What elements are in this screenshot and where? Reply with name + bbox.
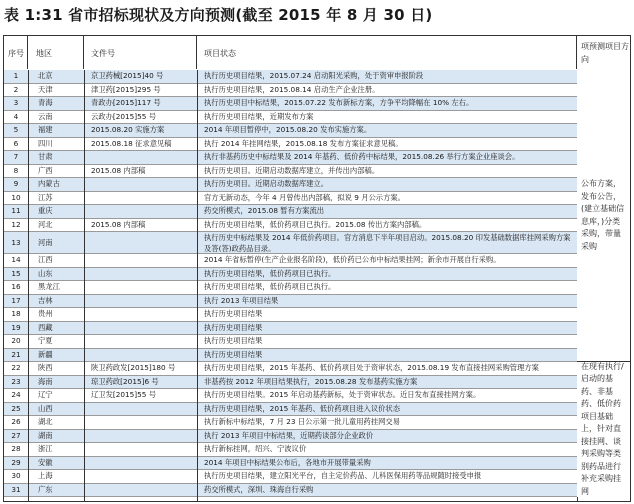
row-doc: 2015.08 内部稿	[91, 219, 146, 229]
row-region: 天津	[38, 84, 53, 94]
row-doc	[84, 430, 197, 443]
row-doc	[84, 470, 197, 483]
row-region: 湖北	[38, 417, 53, 427]
table-row	[4, 219, 577, 233]
header-seq: 序号	[8, 48, 24, 58]
table-row	[4, 254, 577, 268]
row-region: 江西	[38, 255, 53, 265]
row-seq: 25	[11, 403, 21, 413]
row-status: 执行新标挂网，绍兴、宁波议价	[204, 444, 307, 454]
row-seq: 30	[11, 471, 21, 481]
row-seq: 23	[11, 376, 21, 386]
row-seq: 6	[13, 138, 19, 148]
row-region: 内蒙古	[38, 179, 60, 189]
row-region: 宁夏	[38, 336, 53, 346]
row-seq: 7	[13, 152, 19, 162]
row-doc	[84, 254, 197, 267]
row-status: 执行历史项目结果	[204, 336, 263, 346]
row-seq: 18	[11, 309, 21, 319]
row-seq: 19	[11, 322, 21, 332]
header-divider	[196, 35, 197, 69]
table-row	[4, 349, 577, 363]
row-status: 执行历史项目结果，低价药项目已执行。	[204, 282, 336, 292]
row-status: 药交所模式，2015.08 暂有方案流出	[204, 206, 325, 216]
row-doc	[84, 349, 197, 362]
row-status: 2014 年省标暂停(生产企业报名阶段)，低价药已公布中标结果挂网；新余市开展自行采购。	[204, 255, 501, 265]
row-doc	[84, 281, 197, 294]
row-doc: 陕卫药政发[2015]180 号	[91, 363, 176, 373]
table-row	[4, 376, 577, 390]
row-region: 福建	[38, 125, 53, 135]
row-region: 四川	[38, 138, 53, 148]
header-divider	[27, 35, 28, 69]
forecast-group-2: 在现有执行/启动的基药、非基药、低价药项目基础上，针对直接挂网、谈判采购等类别药品进行补充采购挂网	[577, 362, 630, 497]
row-doc	[84, 308, 197, 321]
row-seq: 2	[13, 84, 19, 94]
table-row	[4, 205, 577, 219]
row-seq: 17	[11, 295, 21, 305]
table-row	[4, 443, 577, 457]
header-status: 项目状态	[204, 48, 236, 58]
row-status: 非基药按 2012 年项目结果执行，2015.08.28 发布基药实施方案	[204, 376, 418, 386]
row-doc	[84, 192, 197, 205]
table-row	[4, 151, 577, 165]
table-row	[4, 70, 577, 84]
row-seq: 31	[11, 484, 21, 494]
row-region: 辽宁	[38, 390, 53, 400]
row-status: 执行历史项目结果，近期发布方案	[204, 111, 314, 121]
table-row	[4, 111, 577, 125]
row-doc: 云政办[2015]55 号	[91, 111, 157, 121]
row-seq: 1	[13, 71, 19, 81]
row-seq: 13	[11, 237, 21, 247]
row-seq: 5	[13, 125, 19, 135]
table-row	[4, 138, 577, 152]
row-seq: 11	[11, 206, 21, 216]
table-row	[4, 124, 577, 138]
row-region: 吉林	[38, 295, 53, 305]
row-region: 黑龙江	[38, 282, 60, 292]
row-doc	[84, 403, 197, 416]
table-row	[4, 416, 577, 430]
row-seq: 27	[11, 430, 21, 440]
row-status: 执行新标中标结果，7 月 23 日公示第一批儿童用药挂网交易	[204, 417, 401, 427]
row-region: 山西	[38, 403, 53, 413]
row-status: 执行历史项目结果，2015.07.24 启动阳光采购，处于资审申报阶段	[204, 71, 424, 81]
row-region: 河北	[38, 219, 53, 229]
row-region: 广西	[38, 165, 53, 175]
row-status: 执行历史项目结果	[204, 349, 263, 359]
row-status: 执行历史项目。近期启动数据库建立。	[204, 179, 329, 189]
row-seq: 26	[11, 417, 21, 427]
row-status: 执行历史项目结果，建立阳光平台，自主定价药品、儿科医保用药等品规随时接受申报	[204, 471, 482, 481]
row-status: 执行历史项目结果。2015 年启动基药新标，处于资审状态。近日发布直接挂网方案。	[204, 390, 481, 400]
row-doc	[84, 322, 197, 335]
row-region: 河南	[38, 237, 53, 247]
row-region: 青海	[38, 98, 53, 108]
row-seq: 9	[13, 179, 19, 189]
row-region: 海南	[38, 376, 53, 386]
row-status: 执行历史项目结果，2015.08.14 启动生产企业注册。	[204, 84, 380, 94]
row-doc	[84, 268, 197, 281]
row-region: 山东	[38, 268, 53, 278]
column-divider	[28, 70, 29, 502]
row-status: 执行非基药历史中标结果及 2014 年基药、低价药中标结果，2015.08.26 举行方案企业座谈会。	[204, 152, 520, 162]
table-row	[4, 192, 577, 206]
row-seq: 29	[11, 457, 21, 467]
header-divider	[83, 35, 84, 69]
row-status: 执行历史项目中标结果，2015.07.22 发布新标方案，方争平均降幅在 10% 左右。	[204, 98, 474, 108]
table-row	[4, 232, 577, 254]
row-status: 2014 年项目暂停中，2015.08.20 发布实施方案。	[204, 125, 372, 135]
forecast-table	[3, 35, 631, 502]
row-region: 北京	[38, 71, 53, 81]
row-doc: 青政办[2015]117 号	[91, 98, 161, 108]
row-region: 浙江	[38, 444, 53, 454]
row-doc: 京卫药械[2015]40 号	[91, 71, 164, 81]
row-seq: 8	[13, 165, 19, 175]
row-seq: 16	[11, 282, 21, 292]
row-doc: 琼卫药政[2015]6 号	[91, 376, 159, 386]
row-region: 陕西	[38, 363, 53, 373]
row-seq: 12	[11, 219, 21, 229]
row-region: 西藏	[38, 322, 53, 332]
row-status: 执行历史项目结果	[204, 309, 263, 319]
table-row	[4, 165, 577, 179]
column-divider	[197, 70, 198, 502]
row-seq: 22	[11, 363, 21, 373]
header-region: 地区	[36, 48, 52, 58]
row-region: 上海	[38, 471, 53, 481]
row-doc	[84, 232, 197, 253]
table-row	[4, 470, 577, 484]
table-header	[4, 36, 630, 71]
table-body	[4, 70, 630, 502]
row-doc	[84, 151, 197, 164]
table-row	[4, 457, 577, 471]
row-region: 甘肃	[38, 152, 53, 162]
row-region: 江苏	[38, 192, 53, 202]
row-status: 执行历史项目结果，低价药项目已执行。	[204, 268, 336, 278]
table-row	[4, 178, 577, 192]
row-region: 新疆	[38, 349, 53, 359]
row-doc: 2015.08.20 实施方案	[91, 125, 165, 135]
row-doc: 2015.08.18 征求意见稿	[91, 138, 172, 148]
row-status: 执行历史中标结果及 2014 年低价药项目。官方消息下半年项目启动。2015.08.20 印发基础数据库挂网采购方案及答(答)政药品目录。	[204, 232, 571, 253]
header-doc: 文件号	[91, 48, 115, 58]
row-region: 湖南	[38, 430, 53, 440]
row-status: 执行历史项目。近期启动数据库建立，并传出内部稿。	[204, 165, 380, 175]
row-seq: 28	[11, 444, 21, 454]
row-doc	[84, 416, 197, 429]
table-row	[4, 322, 577, 336]
table-row	[4, 403, 577, 417]
table-row	[4, 308, 577, 322]
table-row	[4, 430, 577, 444]
row-status: 执行历史项目结果，2015 年基药、低价药项目进入议价状态	[204, 403, 401, 413]
row-region: 贵州	[38, 309, 53, 319]
row-region: 云南	[38, 111, 53, 121]
row-status: 官方无新动态，今年 4 月曾传出内部稿，拟说 9 月公示方案。	[204, 192, 405, 202]
row-region: 安徽	[38, 457, 53, 467]
forecast-group-1: 公布方案，发布公告，(建立基础信息库，)分类采购，带量采购	[577, 70, 630, 362]
row-status: 药交所模式，深圳、珠海自行采购	[204, 484, 314, 494]
row-status: 执行 2013 年项目中标结果，近期药谈部分企业政价	[204, 430, 374, 440]
table-row	[4, 84, 577, 98]
table-row	[4, 389, 577, 403]
table-row	[4, 268, 577, 282]
row-region: 重庆	[38, 206, 53, 216]
table-row	[4, 97, 577, 111]
row-doc: 辽卫发[2015]55 号	[91, 390, 157, 400]
row-doc	[84, 457, 197, 470]
header-forecast: 项预测项目方向	[581, 42, 629, 64]
row-doc	[84, 205, 197, 218]
row-seq: 10	[11, 192, 21, 202]
row-doc: 2015.08 内部稿	[91, 165, 146, 175]
table-row	[4, 362, 577, 376]
header-divider	[576, 35, 577, 69]
row-status: 执行历史项目结果，低价药项目已执行。2015.08 传出方案内部稿。	[204, 219, 427, 229]
row-doc: 津卫药[2015]295 号	[91, 84, 161, 94]
row-seq: 15	[11, 268, 21, 278]
row-status: 执行历史项目结果，2015 年基药、低价药项目处于资审状态，2015.08.19 发布直接挂网采购管理方案	[204, 363, 539, 373]
table-row	[4, 295, 577, 309]
table-title: 表 1:31 省市招标现状及方向预测(截至 2015 年 8 月 30 日)	[4, 6, 433, 24]
row-status: 执行历史项目结果	[204, 322, 263, 332]
row-status: 执行 2014 年挂网结果，2015.08.18 发布方案征求意见稿。	[204, 138, 403, 148]
table-row	[4, 335, 577, 349]
column-divider	[84, 70, 85, 502]
row-doc	[84, 178, 197, 191]
row-seq: 20	[11, 336, 21, 346]
row-doc	[84, 484, 197, 497]
row-seq: 21	[11, 349, 21, 359]
row-doc	[84, 295, 197, 308]
row-seq: 14	[11, 255, 21, 265]
row-seq: 4	[13, 111, 19, 121]
row-seq: 24	[11, 390, 21, 400]
row-status: 执行 2013 年项目结果	[204, 295, 279, 305]
row-doc	[84, 335, 197, 348]
row-status: 2014 年项目中标结果公布后，各地市开展带量采购	[204, 457, 371, 467]
row-doc	[84, 443, 197, 456]
row-seq: 3	[13, 98, 19, 108]
table-row	[4, 484, 577, 498]
row-region: 广东	[38, 484, 53, 494]
table-row	[4, 281, 577, 295]
